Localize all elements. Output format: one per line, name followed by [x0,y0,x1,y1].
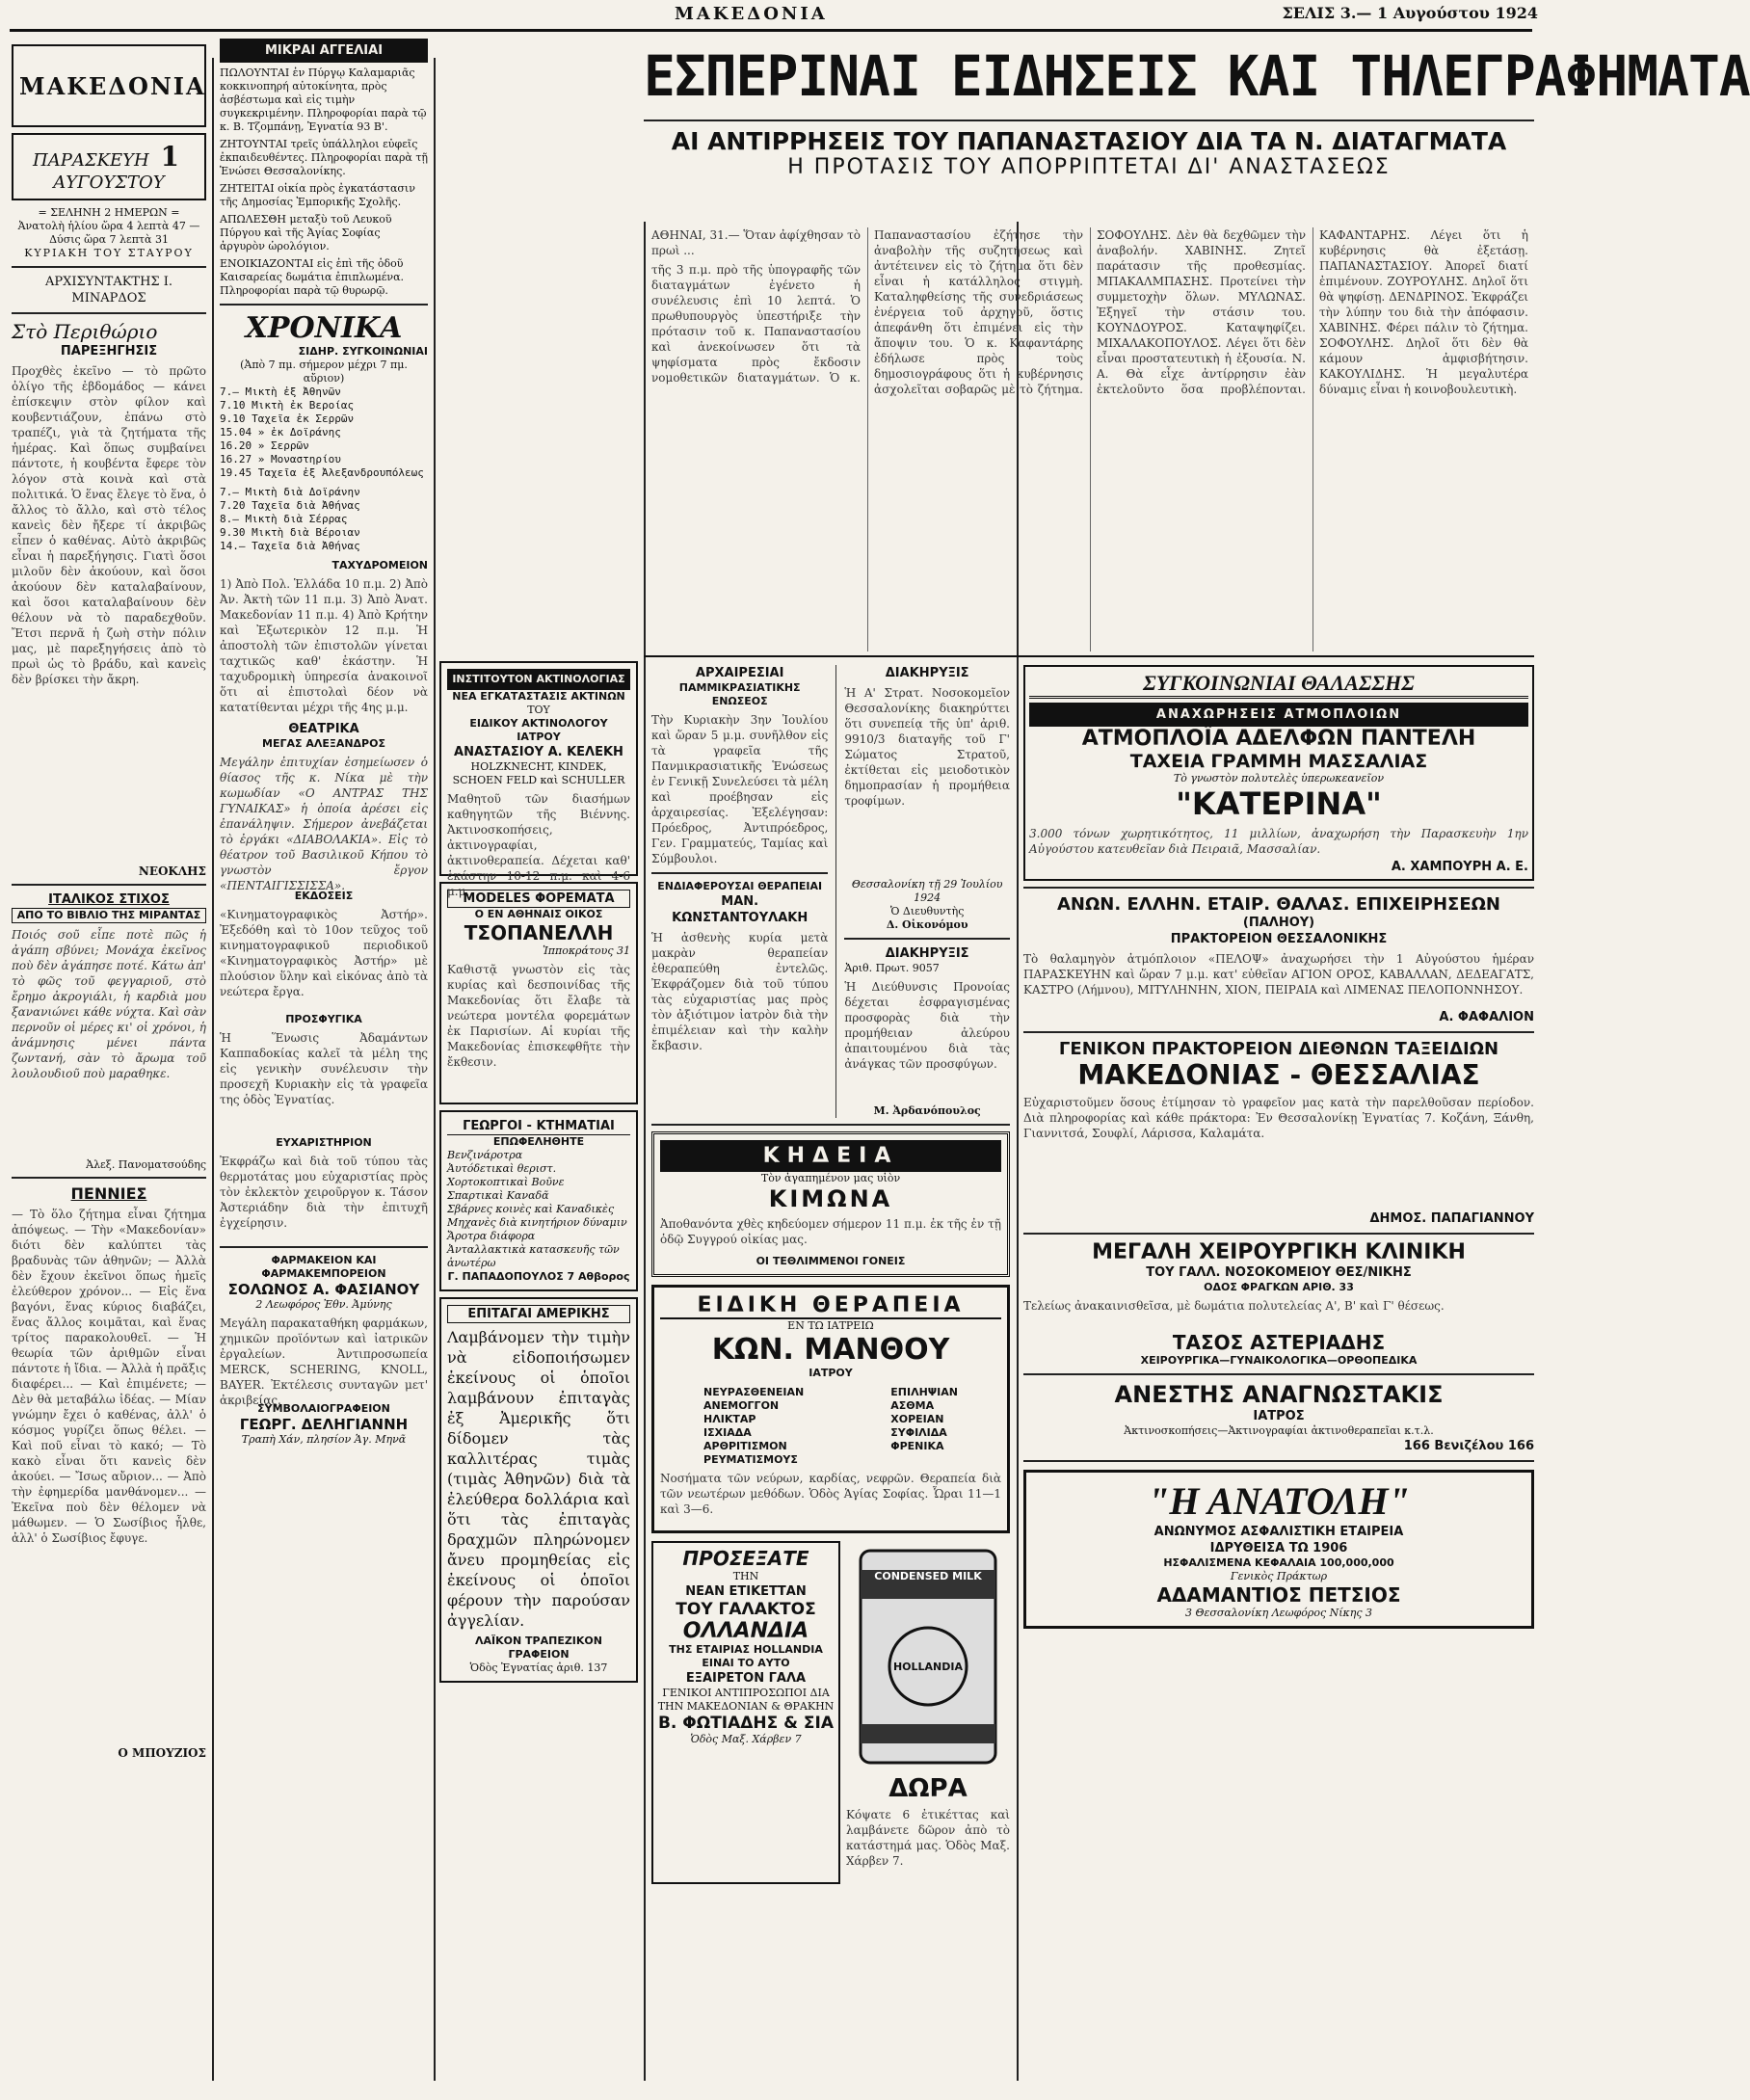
article-signature: ΝΕΟΚΛΗΣ [138,864,206,878]
ship-details: 3.000 τόνων χωρητικότητος, 11 μιλλίων, ἀναχωρήση τὴν Παρασκευὴν 1ην Αὐγούστου κατευθεῖαν διὰ Πειραιᾶ, Μασσαλίαν. [1029,827,1528,856]
sea-title: ΣΥΓΚΟΙΝΩΝΙΑΙ ΘΑΛΑΣΣΗΣ [1029,671,1528,699]
masthead-month: ΑΥΓΟΥΣΤΟΥ [53,173,165,193]
xray-name: ΑΝΑΣΤΑΣΙΟΥ Α. ΚΕΛΕΚΗ [454,745,623,759]
refugees-body: Ἡ Ἕνωσις Ἀδαμάντων Καππαδοκίας καλεῖ τὰ μέλη της εἰς γενικὴν συνέλευσιν τὴν προσεχῆ Κυριακὴν εἰς τὰ γραφεῖα της ὁδὸς Ἐγνατίας. [220,1031,428,1106]
section-title: ΠΕΝΝΙΕΣ [70,1184,147,1203]
rail-title: ΣΙΔΗΡ. ΣΥΓΚΟΙΝΩΝΙΑΙ [298,345,428,358]
funeral-title: ΚΗΔΕΙΑ [660,1140,1001,1172]
milk-distributor: Β. ΦΩΤΙΑΔΗΣ & ΣΙΑ [657,1714,835,1733]
fashion-address: Ἱπποκράτους 31 [543,944,630,957]
column-3 [439,39,638,2081]
small-ad: ΠΩΛΟΥΝΤΑΙ ἐν Πύργῳ Καλαμαριᾶς κοκκινοπηρή αὐτοκίνητα, πρὸς ἀσβέστωμα καὶ εἰς τιμὴν συγκεκριμένην. Πληροφορίαι παρὰ τῷ κ. Β. Τζομπάνῃ, Ἐγνατία 93 Β'. [220,66,427,133]
archaires-body: Τὴν Κυριακὴν 3ην Ἰουλίου καὶ ὥραν 5 μ.μ. συνῆλθον εἰς τὰ γραφεῖα τῆς Πανμικρασιατικῆς Ἑνώσεως ἐν Γενικῇ Συνελεύσει τὰ μέλη καὶ προέβησαν εἰς ἀρχαιρεσίας. Ἐξελέγησαν: Πρόεδρος, Ἀντιπρόεδρος, Γεν. Γραμματεύς, Ταμίας καὶ Σύμβουλοι. [651,713,829,865]
xray-body: Μαθητοῦ τῶν διασήμων καθηγητῶν τῆς Βιέννης. Ἀκτινοσκοπήσεις, ἀκτινογραφίαι, ἀκτινοθεραπεία. Δέχεται καθ' ἑκάστην 10-12 π.μ. καὶ 4-6 μ.μ. [447,792,630,898]
manthou-condition: ΦΡΕΝΙΚΑ [890,1440,944,1452]
milk-excellent: ΕΞΑΙΡΕΤΟΝ ΓΑΛΑ [685,1671,807,1686]
headline-sub1: ΑΙ ΑΝΤΙΡΡΗΣΕΙΣ ΤΟΥ ΠΑΠΑΝΑΣΤΑΣΙΟΥ ΔΙΑ ΤΑ Ν. ΔΙΑΤΑΓΜΑΤΑ [671,127,1507,155]
rail-row: 16.27 » Μοναστηρίου [220,453,341,465]
running-head-title: ΜΑΚΕΔΟΝΙΑ [675,4,828,24]
manthou-body: Νοσήματα τῶν νεύρων, καρδίας, νεφρῶν. Θεραπεία διὰ τῶν νεωτέρων μεθόδων. Ὁδὸς Ἁγίας Σοφίας. Ὧραι 11—1 καὶ 3—6. [660,1472,1001,1516]
divider [12,312,206,314]
insurance-role: Γενικὸς Πράκτωρ [1230,1570,1328,1582]
america-office: ΛΑΪΚΟΝ ΤΡΑΠΕΖΙΚΟΝ ΓΡΑΦΕΙΟΝ [475,1635,602,1661]
news-body [651,227,1528,651]
column-5 [1023,665,1534,2082]
masthead-date-number: 1 [160,141,179,173]
insurance-founded: ΙΔΡΥΘΕΙΣΑ ΤΩ 1906 [1209,1541,1348,1555]
editor-in-chief: ΑΡΧΙΣΥΝΤΑΚΤΗΣ Ι. ΜΙΝΑΡΔΟΣ [44,275,173,306]
divider [1023,887,1534,889]
editions-body: «Κινηματογραφικὸς Ἀστήρ». Ἐξεδόθη καὶ τὸ 10ον τεῦχος τοῦ κινηματογραφικοῦ περιοδικοῦ «Κινηματογραφικὸς Ἀστήρ» μὲ πλούσιον ὕλην καὶ εἰκόνας ἀπὸ τὰ νεώτερα ἔργα. [220,908,428,998]
funeral-name: ΚΙΜΩΝΑ [768,1185,893,1212]
clinic-specialties: ΧΕΙΡΟΥΡΓΙΚΑ—ΓΥΝΑΙΚΟΛΟΓΙΚΑ—ΟΡΘΟΠΕΔΙΚΑ [1140,1354,1418,1367]
farmers-item: Μηχανὲς διὰ κινητήριον δύναμιν [447,1216,627,1229]
fashion-title: MODELES ΦΟΡΕΜΑΤΑ [447,890,630,908]
manthou-role: ΙΑΤΡΟΥ [809,1367,853,1379]
rail-row: 7.10 Μικτὴ ἐκ Βεροίας [220,399,355,412]
tourism-name: ΜΑΚΕΔΟΝΙΑΣ - ΘΕΣΣΑΛΙΑΣ [1077,1059,1480,1091]
divider [220,304,428,306]
rail-row: 7.20 Ταχεῖα διὰ Ἀθήνας [220,499,360,512]
milk-heading: ΠΡΟΣΕΞΑΤΕ [682,1547,809,1570]
rail-row: 19.45 Ταχεῖα ἐξ Ἀλεξανδρουπόλεως [220,466,424,479]
divider [844,938,1010,940]
tourism-body: Εὐχαριστοῦμεν ὅσους ἐτίμησαν τὸ γραφεῖον μας κατὰ τὴν παρελθοῦσαν περίοδον. Διὰ πληροφορίας καὶ κάθε πράκτορα: Ἐν Θεσσαλονίκῃ Ἐγνατίας 7. Κοζάνη, Ξάνθη, Γιαννιτσά, Σουφλί, Λάρισσα, Καλαμάτα. [1023,1096,1534,1140]
tourism-manager: ΔΗΜΟΣ. ΠΑΠΑΓΙΑΝΝΟΥ [1369,1211,1534,1226]
rail-row: 9.30 Μικτὴ διὰ Βέροιαν [220,526,360,539]
funeral-intro: Τὸν ἀγαπημένον μας υἱὸν [760,1172,901,1184]
shipping-company: ΑΤΜΟΠΛΟΪΑ ΑΔΕΛΦΩΝ ΠΑΝΤΕΛΗ [1081,727,1476,751]
insurance-capital: ΗΣΦΑΛΙΣΜΕΝΑ ΚΕΦΑΛΑΙΑ 100,000,000 [1163,1556,1394,1569]
manthou-name: ΚΩΝ. ΜΑΝΘΟΥ [711,1333,950,1367]
milk-brand: ΟΛΛΑΝΔΙΑ [682,1619,809,1643]
pelops-agent: Α. ΦΑΦΑΛΙΟΝ [1439,1010,1534,1024]
manthou-condition: ΝΕΥΡΑΣΘΕΝΕΙΑΝ [703,1386,805,1398]
post-title: ΤΑΧΥΔΡΟΜΕΙΟΝ [331,559,428,572]
milk-agents: ΓΕΝΙΚΟΙ ΑΝΤΙΠΡΟΣΩΠΟΙ ΔΙΑ ΤΗΝ ΜΑΚΕΔΟΝΙΑΝ & ΘΡΑΚΗΝ [657,1687,835,1713]
running-head-date: ΣΕΛΙΣ 3.— 1 Αυγούστου 1924 [1282,4,1538,22]
article-title: ΑΠΟ ΤΟ ΒΙΒΛΙΟ ΤΗΣ ΜΙΡΑΝΤΑΣ [12,908,206,923]
farmers-item: Ἄροτρα διάφορα [447,1230,536,1242]
insurance-address: 3 Θεσσαλονίκη Λεωφόρος Νίκης 3 [1184,1607,1373,1619]
clinic-title: ΜΕΓΑΛΗ ΧΕΙΡΟΥΡΓΙΚΗ ΚΛΙΝΙΚΗ [1092,1240,1466,1264]
milk-heading: ΤΗΝ [732,1570,759,1582]
manthou-condition: ΡΕΥΜΑΤΙΣΜΟΥΣ [703,1453,798,1466]
masthead-day: ΠΑΡΑΣΚΕΥΗ [33,150,149,171]
pharmacy-body: Μεγάλη παρακαταθήκη φαρμάκων, χημικῶν προϊόντων καὶ ἰατρικῶν ἐργαλείων. Ἀντιπροσωπεία MERCK, SCHERING, KNOLL, BAYER. Ἐκτέλεσις συνταγῶν μετ' ἀκριβείας. [220,1316,428,1407]
thanks-title: ΕΥΧΑΡΙΣΤΗΡΙΟΝ [276,1136,372,1149]
manthou-condition: ΗΛΙΚΤΑΡ [703,1413,756,1425]
tourism-title: ΓΕΝΙΚΟΝ ΠΡΑΚΤΟΡΕΙΟΝ ΔΙΕΘΝΩΝ ΤΑΞΕΙΔΙΩΝ [1058,1039,1499,1059]
manthou-condition: ΧΟΡΕΙΑΝ [890,1413,944,1425]
divider [1023,1031,1534,1033]
pelops-body: Τὸ θαλαμηγὸν ἀτμόπλοιον «ΠΕΛΟΨ» ἀναχωρήσει τὴν 1 Αὐγούστου ἡμέραν ΠΑΡΑΣΚΕΥΗΝ καὶ ὥραν 7 μ.μ. κατ' εὐθεῖαν ΑΓΙΟΝ ΟΡΟΣ, ΚΑΒΑΛΛΑΝ, ΔΕΔΕΑΓΑΤΣ, ΚΑΣΤΡΟ (Λήμνου), ΜΙΤΥΛΗΝΗΝ, ΧΙΟΝ, ΠΕΙΡΑΙΑ καὶ ΛΙΜΕΝΑΣ ΠΕΛΟΠΟΝΝΗΣΟΥ. [1023,952,1534,997]
declaration-date: Θεσσαλονίκη τῇ 29 Ἰουλίου 1924 [851,878,1003,904]
saint-info: ΚΥΡΙΑΚΗ ΤΟΥ ΣΤΑΥΡΟΥ [24,247,194,259]
notary-address: Τραπὴ Χάν, πλησίον Ἁγ. Μηνᾶ [241,1433,407,1446]
moon-info: = ΣΕΛΗΝΗ 2 ΗΜΕΡΩΝ = [38,206,180,219]
manthou-condition: ΑΝΕΜΟΓΓΟΝ [703,1399,780,1412]
manthou-title: ΕΙΔΙΚΗ ΘΕΡΑΠΕΙΑ [660,1293,1001,1319]
small-ad: ΖΗΤΕΙΤΑΙ οἰκία πρὸς ἐγκατάστασιν τῆς Δημοσίας Ἐμπορικῆς Σχολῆς. [220,182,415,208]
poem-signature: Ἀλεξ. Πανοματσούδης [86,1158,206,1171]
headline-block [644,39,1750,179]
pharmacy-title: ΦΑΡΜΑΚΕΙΟΝ ΚΑΙ ΦΑΡΜΑΚΕΜΠΟΡΕΙΟΝ [261,1254,386,1280]
pharmacy-name: ΣΟΛΩΝΟΣ Α. ΦΑΣΙΑΝΟΥ [227,1281,420,1298]
pelops-company: ΑΝΩΝ. ΕΛΛΗΝ. ΕΤΑΙΡ. ΘΑΛΑΣ. ΕΠΙΧΕΙΡΗΣΕΩΝ [1057,894,1500,915]
can-brand: HOLLANDIA [892,1661,964,1673]
america-ad [439,1297,638,1683]
theatre-subtitle: ΜΕΓΑΣ ΑΛΕΞΑΝΔΡΟΣ [262,737,385,750]
therapy-title: ΕΝΔΙΑΦΕΡΟΥΣΑΙ ΘΕΡΑΠΕΙΑΙ [657,880,823,892]
sea-departures: ΑΝΑΧΩΡΗΣΕΙΣ ΑΤΜΟΠΛΟΙΩΝ [1029,703,1528,727]
divider [1023,1460,1534,1462]
date-box [12,133,206,200]
rail-row: 14.— Ταχεῖα διὰ Ἀθήνας [220,540,360,552]
manthou-condition: ΣΥΦΙΛΙΔΑ [890,1426,947,1439]
xray-professors: HOLZKNECHT, KINDEK, SCHOEN FELD καὶ SCHULLER [452,760,625,786]
declaration-title: ΔΙΑΚΗΡΥΞΙΣ [885,666,969,680]
poem-body: Ποιός σοῦ εἶπε ποτὲ πῶς ἡ ἀγάπη σβύνει; Μονάχα ἐκεῖνος ποὺ δὲν ἀγάπησε ποτέ. Κάτω ἀπ' τὸ φῶς τοῦ φεγγαριοῦ, στὸ ἔρημο ἀκρογιάλι, ἡ καρδιὰ μου ξανανιώνει κάθε νύχτα. Καὶ σὰν περνοῦν οἱ μέρες κι' οἱ χρόνοι, ἡ ἀνάμνησις μένει πάντα ζωντανή, σὰν τὸ ἄρωμα τοῦ λουλουδιοῦ ποὺ μαραθηκε. [12,928,206,1080]
funeral-body: Ἀποθανόντα χθὲς κηδεύομεν σήμερον 11 π.μ. ἐκ τῆς ἐν τῇ ὁδῷ Συγγρού οἰκίας μας. [660,1217,1001,1246]
archaires-title: ΑΡΧΑΙΡΕΣΙΑΙ [695,666,784,680]
article-title: ΠΑΡΕΞΗΓΗΣΙΣ [60,344,158,359]
article-body: — Τὸ ὅλο ζήτημα εἶναι ζήτημα ἀπόψεως. — Τὴν «Μακεδονίαν» διότι δὲν καλύπτει τὰς βραδυνὰς τῶν ἀθηνῶν; — Ἀλλὰ δὲν ἔχουν ἐκεῖνοι ὅπως ἡμεῖς ἐλεύθερον χρόνον... — Εἰς ἕνα βαγόνι, ἕνας κύριος διαβάζει, ἕνας ἄλλος κοιμᾶται, καὶ ἕνας τρίτος παρακολουθεῖ. — Ἡ θεωρία τῶν ἀριθμῶν εἶναι πάντοτε ἡ ἴδια. — Ἀλλὰ ἡ πρᾶξις διαφέρει... — Καὶ ἐπιμένετε; — Δὲν θὰ μεταβάλω ἰδέας. — Μίαν γνώμην ἔχει ὁ καθένας, ἀλλ' ὁ κόσμος γυρίζει ὅπως θέλει. — Καὶ ποῦ εἶναι τὸ κακό; — Τὸ κακὸ εἶναι ὅτι κανεὶς δὲν ἀκούει. — Ἴσως αὔριον... — Ἀπὸ τὴν ἐφημερίδα μανθάνομεν... — Ἐκεῖνα ποὺ δὲν θέλομεν νὰ μάθωμεν. — Ὁ Σωσίβιος ἦλθε, ἀλλ' ὁ Σωσίβιος ἔφυγε. [12,1208,206,1545]
theatre-title: ΘΕΑΤΡΙΚΑ [288,722,359,736]
ship-agent: Α. ΧΑΜΠΟΥΡΗ Α. Ε. [1391,860,1528,874]
pharmacy-address: 2 Λεωφόρος Ἐθν. Ἀμύνης [255,1298,392,1311]
clinic-subtitle: ΤΟΥ ΓΑΛΛ. ΝΟΣΟΚΟΜΕΙΟΥ ΘΕΣ/ΝΙΚΗΣ [1146,1265,1412,1280]
rail-row: 8.— Μικτὴ διὰ Σέρρας [220,513,348,525]
rail-row: 7.— Μικτὴ διὰ Δοϊράνην [220,486,360,498]
divider [220,1246,428,1248]
doctor-address: 166 Βενιζέλου 166 [1403,1439,1534,1453]
manthou-condition: ΕΠΙΛΗΨΙΑΝ [890,1386,958,1398]
declaration2-number: Ἀριθ. Πρωτ. 9057 [844,962,940,974]
fashion-subtitle: Ο ΕΝ ΑΘΗΝΑΙΣ ΟΙΚΟΣ [474,908,603,920]
manthou-at: ΕΝ ΤΩ ΙΑΤΡΕΙΩ [787,1319,874,1332]
divider [1023,1233,1534,1235]
rail-row: 16.20 » Σερρῶν [220,439,309,452]
farmers-item: Σβάρνες κοινὲς καὶ Καναδικὲς [447,1203,615,1215]
fashion-ad [439,882,638,1104]
doctor-role: ΙΑΤΡΟΣ [1253,1409,1305,1423]
column-2 [220,39,428,2081]
xray-institute: ΙΝΣΤΙΤΟΥΤΟΝ ΑΚΤΙΝΟΛΟΓΙΑΣ [447,669,630,690]
pelops-subtitle: (ΠΑΛΗΟΥ) [1242,916,1315,930]
insurance-ad [1023,1470,1534,1629]
fashion-house: ΤΣΟΠΑΝΕΛΛΗ [464,921,614,944]
farmers-item: Ἀυτόδετικαὶ θεριστ. [447,1162,557,1175]
column-rule [434,58,436,2081]
farmers-subtitle: ΕΠΩΦΕΛΗΘΗΤΕ [492,1135,585,1148]
small-ad: ΖΗΤΟΥΝΤΑΙ τρεῖς ὑπάλληλοι εὐφεῖς ἐκπαιδευθέντες. Πληροφορίαι παρὰ τῇ Ἑνώσει Θεσσαλονίκης. [220,138,429,177]
milk-heading: ΤΟΥ ΓΑΛΑΚΤΟΣ [676,1600,816,1619]
farmers-item: Χορτοκοπτικαὶ Βοῦνε [447,1176,565,1188]
archaires-subtitle: ΠΑΜΜΙΚΡΑΣΙΑΤΙΚΗΣ ΕΝΩΣΕΟΣ [678,681,801,707]
milk-same: ΕΙΝΑΙ ΤΟ ΑΥΤΟ [702,1657,790,1669]
headline-sub2: Η ΠΡΟΤΑΣΙΣ ΤΟΥ ΑΠΟΡΡΙΠΤΕΤΑΙ ΔΙ' ΑΝΑΣΤΑΣΕΩΣ [787,155,1391,179]
news-paragraph: τῆς 3 π.μ. πρὸ τῆς ὑπογραφῆς τῶν διαταγμάτων ἐγένετο ἡ συνέλευσις ἐπὶ 10 λεπτά. Ὁ πρωθυπουργὸς ὑπεστήριξε τὴν πρότασιν τοῦ κ. Παπαναστασίου καὶ ἀνεκοίνωσεν ὅτι τὰ ψηφίσματα πρὸς ἔκδοσιν νομοθετικῶν διαταγμάτων. Ὁ κ. Παπαναστασίου ἐζήτησε τὴν ἀναβολὴν τῆς συζητήσεως καὶ ἀντέτεινεν εἰς τὸ ζήτημα ὅτι δὲν εἶναι ἡ κατάλληλος στιγμὴ. Καταληφθείσης τῆς συνεδριάσεως ἐνέργεια τοῦ ἀρχηγοῦ, ὅστις ἀπεφάνθη ὅτι ἐπιμένει εἰς τὴν ἄποψιν του. Ὁ κ. Καφαντάρης ἐδήλωσε πρὸς τοὺς δημοσιογράφους ὅτι ἡ κυβέρνησις ἀσχολεῖται σοβαρῶς μὲ τὸ ζήτημα. ΣΟΦΟΥΛΗΣ. Δὲν θὰ δεχθῶμεν τὴν ἀναβολήν. ΧΑΒΙΝΗΣ. Ζητεῖ παράτασιν τῆς προθεσμίας. ΜΠΑΚΑΛΜΠΑΣΗΣ. Προτείνει τὴν συμμετοχὴν ὅλων. ΜΥΛΩΝΑΣ. Ἐξηγεῖ τὴν στάσιν του. ΚΟΥΝΔΟΥΡΟΣ. Καταψηφίζει. ΜΙΧΑΛΑΚΟΠΟΥΛΟΣ. Λέγει ὅτι δὲν εἶναι προστατευτικὴ ἡ ἐξουσία. Ν. Α. Θὰ εἶχε ἀντίρρησιν ἐὰν ἐκτελοῦντο ὅσα προβλέπονται. ΚΑΦΑΝΤΑΡΗΣ. Λέγει ὅτι ἡ κυβέρνησις θὰ ἐξετάσῃ. ΠΑΠΑΝΑΣΤΑΣΙΟΥ. Ἀπορεῖ διατί ἐπιμένουν. ΖΟΥΡΟΥΛΗΣ. Δηλοῖ ὅτι θὰ ψηφίσῃ. ΔΕΝΔΡΙΝΟΣ. Ἐκφράζει τὴν λύπην του διὰ τὴν ἀπόφασιν. ΧΑΒΙΝΗΣ. Φέρει πάλιν τὸ ζήτημα. ΣΟΦΟΥΛΗΣ. Δηλοῖ ὅτι δὲν θὰ κάμουν ἀμφισβήτησιν. ΚΑΚΟΥΛΙΔΗΣ. Ἡ μεγαλυτέρα δύναμις εἶναι ἡ κοινοβουλευτικὴ. [651,228,1528,396]
notary-name: ΓΕΩΡΓ. ΔΕΛΗΓΙΑΝΝΗ [239,1416,409,1433]
milk-company: ΤΗΣ ΕΤΑΙΡΙΑΣ HOLLANDIA [669,1643,823,1656]
column-rule [212,58,214,2081]
section-title: ΙΤΑΛΙΚΟΣ ΣΤΙΧΟΣ [48,892,170,907]
farmers-item: Βενζινάροτρα [447,1149,523,1161]
can-label: CONDENSED MILK [874,1570,982,1582]
post-body: 1) Ἀπὸ Πολ. Ἑλλάδα 10 π.μ. 2) Ἀπὸ Ἀν. Ἀκτὴ τῶν 11 π.μ. 3) Ἀπὸ Ἀνατ. Μακεδονίαν 11 π.μ. 4) Ἀπὸ Κρήτην καὶ Ἐξωτερικὸν 12 π.μ. Ἡ ἀποστολὴ τῶν ἐπιστολῶν γίνεται ταχτικῶς καθ' ἑκάστην. Ἡ ταχυδρομικὴ ὑπηρεσία ἀνακοινοῖ ὅτι αἱ ἐπιστολαὶ δέον νὰ κατατίθενται μέχρι τῆς 4ης μ.μ. [220,577,428,714]
ship-prefix: Τὸ γνωστὸν πολυτελὲς ὑπερωκεανεῖον [1173,772,1385,784]
declaration-signature: Δ. Οἰκονόμου [886,918,968,931]
declaration-body: Ἡ Α' Στρατ. Νοσοκομεῖον Θεσσαλονίκης διακηρύττει ὅτι συνεπείᾳ τῆς ὑπ' ἀριθ. 9910/3 διαταγῆς τοῦ Γ' Σώματος Στρατοῦ, ἐκτίθεται εἰς μειοδοτικὸν δημοπρασίαν ἡ προμήθεια τροφίμων. [844,686,1010,808]
fashion-body: Καθιστᾷ γνωστὸν εἰς τὰς κυρίας καὶ δεσποινίδας τῆς Μακεδονίας ὅτι ἔλαβε τὰ νεώτερα μοντέλα φορεμάτων ἐκ Παρισίων. Αἱ κυρίαι τῆς Μακεδονίας ἐπισκεφθῆτε τὴν ἔκθεσιν. [447,963,630,1069]
small-ads-title: ΜΙΚΡΑΙ ΑΓΓΕΛΙΑΙ [220,39,428,63]
funeral-notice [651,1131,1010,1277]
america-title: ΕΠΙΤΑΓΑΙ ΑΜΕΡΙΚΗΣ [447,1305,630,1323]
divider [12,884,206,886]
xray-role: ΕΙΔΙΚΟΥ ΑΚΤΙΝΟΛΟΓΟΥ ΙΑΤΡΟΥ [469,717,608,743]
farmers-item: Σπαρτικαὶ Καναδᾶ [447,1189,549,1202]
milk-address: Ὁδὸς Μαξ. Χάρβεν 7 [690,1733,802,1745]
article-body: Προχθὲς ἐκεῖνο — τὸ πρῶτο ὀλίγο τῆς ἐβδομάδος — κάνει ἐπίσκεψιν στὸν φίλον καὶ κουβεντιάζουν, ἐπάνω στὸ τραπέζι, γιὰ τὰ ζητήματα τῆς ἡμέρας. Καὶ ὅπως συμβαίνει πάντοτε, ἡ κουβέντα ἔφερε τὸν λόγον στὰ κοινὰ καὶ στὰ πολιτικά. Ὁ ἕνας ἔλεγε τὸ ἕνα, ὁ ἄλλος τὸ ἄλλο, καὶ στὸ τέλος κανεὶς δὲν ἤξερε τί ἀκριβῶς εἶπεν ὁ καθένας. Αὐτὸ ἀκριβῶς εἶναι ἡ παρεξήγησις. Γιατὶ ὅσοι μιλοῦν δὲν ἀκούουν, καὶ ὅσοι ἀκούουν δὲν καταλαβαίνουν, καὶ ὅσοι καταλαβαίνουν δὲν θέλουν νὰ τὸ παραδεχθοῦν. Ἔτσι περνᾶ ἡ ζωὴ στὴν πόλιν μας, μὲ παρεξηγήσεις ἀπὸ τὸ πρωὶ ὡς τὸ βράδυ, καὶ κανεὶς δὲν βρίσκει τὴν ἄκρη. [12,364,206,686]
divider [12,1177,206,1179]
divider [1023,1373,1534,1375]
manthou-condition: ΙΣΧΙΑΔΑ [703,1426,752,1439]
manthou-condition: ΑΣΘΜΑ [890,1399,935,1412]
pelops-office: ΠΡΑΚΤΟΡΕΙΟΝ ΘΕΣΣΑΛΟΝΙΚΗΣ [1170,932,1388,946]
therapy-name: ΜΑΝ. ΚΩΝΣΤΑΝΤΟΥΛΑΚΗ [672,894,809,925]
section-title: Στὸ Περιθώριο [12,320,158,343]
declaration-role: Ὁ Διευθυντὴς [889,905,965,917]
news-dateline: ΑΘΗΝΑΙ, 31.— Ὅταν ἀφίχθησαν τὸ πρωὶ ... [651,228,861,257]
shipping-line: ΤΑΧΕΙΑ ΓΡΑΜΜΗ ΜΑΣΣΑΛΙΑΣ [1129,751,1428,772]
clinic-director: ΤΑΣΟΣ ΑΣΤΕΡΙΑΔΗΣ [1172,1331,1386,1354]
column-4 [651,665,1010,2082]
article-signature: Ο ΜΠΟΥΖΙΟΣ [118,1746,206,1760]
headline-banner: ΕΣΠΕΡΙΝΑΙ ΕΙΔΗΣΕΙΣ ΚΑΙ ΤΗΛΕΓΡΑΦΗΜΑΤΑ [644,43,1750,109]
manthou-ad [651,1285,1010,1533]
insurance-name: "Η ΑΝΑΤΟΛΗ" [1148,1479,1410,1523]
column-rule [644,222,646,2081]
therapy-body: Ἡ ἀσθενὴς κυρία μετὰ μακρὰν θεραπείαν ἐθεραπεύθη ἐντελῶς. Ἐκφράζομεν διὰ τοῦ τύπου τὰς εὐχαριστίας μας πρὸς τὸν ἀξιότιμον ἰατρὸν διὰ τὴν ἐπιμέλειαν καὶ τὴν καλὴν ἔκβασιν. [651,931,829,1052]
rail-row: 15.04 » ἐκ Δοϊράνης [220,426,341,439]
america-address: Ὁδὸς Ἐγνατίας ἀριθ. 137 [469,1661,608,1674]
clinic-address: ΟΔΟΣ ΦΡΑΓΚΩΝ ΑΡΙΘ. 33 [1204,1281,1354,1293]
editions-title: ΕΚΔΟΣΕΙΣ [294,890,354,902]
gift-body: Κόψατε 6 ἐτικέττας καὶ λαμβάνετε δῶρον ἀπὸ τὸ κατάστημά μας. Ὁδὸς Μαξ. Χάρβεν 7. [846,1808,1010,1868]
rail-row: 7.— Μικτὴ ἐξ Ἀθηνῶν [220,385,341,398]
farmers-item: Ἀνταλλακτικὰ κατασκευῆς τῶν ἀνωτέρω [447,1243,620,1269]
farmers-ad [439,1110,638,1291]
milk-can-block [846,1541,1010,1884]
divider [651,872,828,874]
thanks-body: Ἐκφράζω καὶ διὰ τοῦ τύπου τὰς θερμοτάτας μου εὐχαριστίας πρὸς τὸν ἐκλεκτὸν χειροῦργον κ. Τάσον Ἀστεριάδην διὰ τὴν ἐπιτυχῆ ἐγχείρησιν. [220,1155,428,1230]
column-1 [12,39,206,2081]
farmers-agent: Γ. ΠΑΠΑΔΟΠΟΥΛΟΣ 7 Αθβορος [447,1270,630,1283]
manthou-condition: ΑΡΘΡΙΤΙΣΜΟΝ [703,1440,787,1452]
insurance-type: ΑΝΩΝΥΜΟΣ ΑΣΦΑΛΙΣΤΙΚΗ ΕΤΑΙΡΕΙΑ [1153,1525,1404,1539]
clinic-body: Τελείως ἀνακαινισθεῖσα, μὲ δωμάτια πολυτελείας Α', Β' καὶ Γ' θέσεως. [1023,1299,1445,1313]
xray-ad [439,661,638,898]
refugees-title: ΠΡΟΣΦΥΓΙΚΑ [285,1013,362,1025]
ship-name: "ΚΑΤΕΡΙΝΑ" [1176,785,1382,822]
divider [651,1124,1010,1126]
masthead-title: ΜΑΚΕΔΟΝΙΑ [19,71,206,100]
declaration2-signature: Μ. Ἀρδανόπουλος [873,1104,981,1117]
rail-row: 9.10 Ταχεῖα ἐκ Σερρῶν [220,412,355,425]
small-ad: ΕΝΟΙΚΙΑΖΟΝΤΑΙ εἰς ἐπὶ τῆς ὁδοῦ Καισαρείας δωμάτια ἐπιπλωμένα. Πληροφορίαι παρὰ τῷ θυρωρῷ. [220,257,405,297]
divider [644,120,1534,121]
milk-ad [651,1541,840,1884]
rail-timetable [220,385,428,553]
theatre-body: Μεγάλην ἐπιτυχίαν ἐσημείωσεν ὁ θίασος τῆς κ. Νίκα μὲ τὴν κωμωδίαν «Ο ΑΝΤΡΑΣ ΤΗΣ ΓΥΝΑΙΚΑΣ» ἡ ὁποία ἀρέσει εἰς ἐπανάληψιν. Σήμερον ἀνεβάζεται τὸ ἐργάκι «ΔΙΑΒΟΛΑΚΙΑ». Εἰς τὸ θέατρον τοῦ Βασιλικοῦ Κήπου τὸ γνωστὸν ἔργον «ΠΕΝΤΑΙΓΙΣΣΙΣΣΑ». [220,756,428,892]
funeral-parents: ΟΙ ΤΕΘΛΙΜΜΕΝΟΙ ΓΟΝΕΙΣ [756,1255,906,1267]
xray-subtitle: ΝΕΑ ΕΓΚΑΤΑΣΤΑΣΙΣ ΑΚΤΙΝΩΝ [452,690,625,703]
doctor-specialty: Ἀκτινοσκοπήσεις—Ἀκτινογραφίαι ἀκτινοθεραπεῖαι κ.τ.λ. [1124,1424,1434,1437]
divider [12,266,206,268]
america-text: Λαμβάνομεν τὴν τιμὴν νὰ εἰδοποιήσωμεν ἐκείνους οἱ ὁποῖοι λαμβάνουν ἐπιταγὰς ἐξ Ἀμερικῆς ὅτι δίδομεν τὰς καλλιτέρας τιμὰς (τιμὰς Ἀθηνῶν) διὰ τὰ ἐλεύθερα δολλάρια καὶ ὅτι τὰς ἐπιταγὰς δραχμῶν πληρώνομεν ἄνευ προμηθείας εἰς ἐκείνους οἱ ὁποῖοι φέρουν τὴν παρούσαν ἀγγελίαν. [447,1328,630,1630]
masthead-box [12,44,206,127]
insurance-agent: ΑΔΑΜΑΝΤΙΟΣ ΠΕΤΣΙΟΣ [1156,1583,1401,1607]
doctor-name: ΑΝΕΣΤΗΣ ΑΝΑΓΝΩΣΤΑΚΙΣ [1114,1381,1444,1408]
rail-note: (Ἀπὸ 7 πμ. σήμερον μέχρι 7 πμ. αὔριον) [240,359,408,385]
gift-title: ΔΩΡΑ [888,1774,968,1803]
divider [644,655,1534,657]
chronika-title: ΧΡΟΝΙΚΑ [245,311,403,345]
declaration2-title: ΔΙΑΚΗΡΥΞΙΣ [885,946,969,961]
small-ad: ΑΠΩΛΕΣΘΗ μεταξὺ τοῦ Λευκοῦ Πύργου καὶ τῆς Ἀγίας Σοφίας ἀργυρὸν ὡρολόγιον. [220,213,392,253]
top-rule [10,29,1532,32]
notary-title: ΣΥΜΒΟΛΑΙΟΓΡΑΦΕΙΟΝ [257,1402,390,1415]
farmers-title: ΓΕΩΡΓΟΙ - ΚΤΗΜΑΤΙΑΙ [447,1118,630,1135]
sun-info: Ἀνατολὴ ἡλίου ὥρα 4 λεπτὰ 47 — Δύσις ὥρα 7 λεπτὰ 31 [17,220,200,246]
milk-heading: ΝΕΑΝ ΕΤΙΚΕΤΤΑΝ [685,1584,807,1599]
xray-of: ΤΟΥ [527,704,550,716]
declaration2-body: Ἡ Διεύθυνσις Προνοίας δέχεται ἐσφραγισμένας προσφορὰς διὰ τὴν προμήθειαν ἀλεύρου ἀπαιτουμένου διὰ τὰς ἀνάγκας τῶν προσφύγων. [844,980,1010,1071]
